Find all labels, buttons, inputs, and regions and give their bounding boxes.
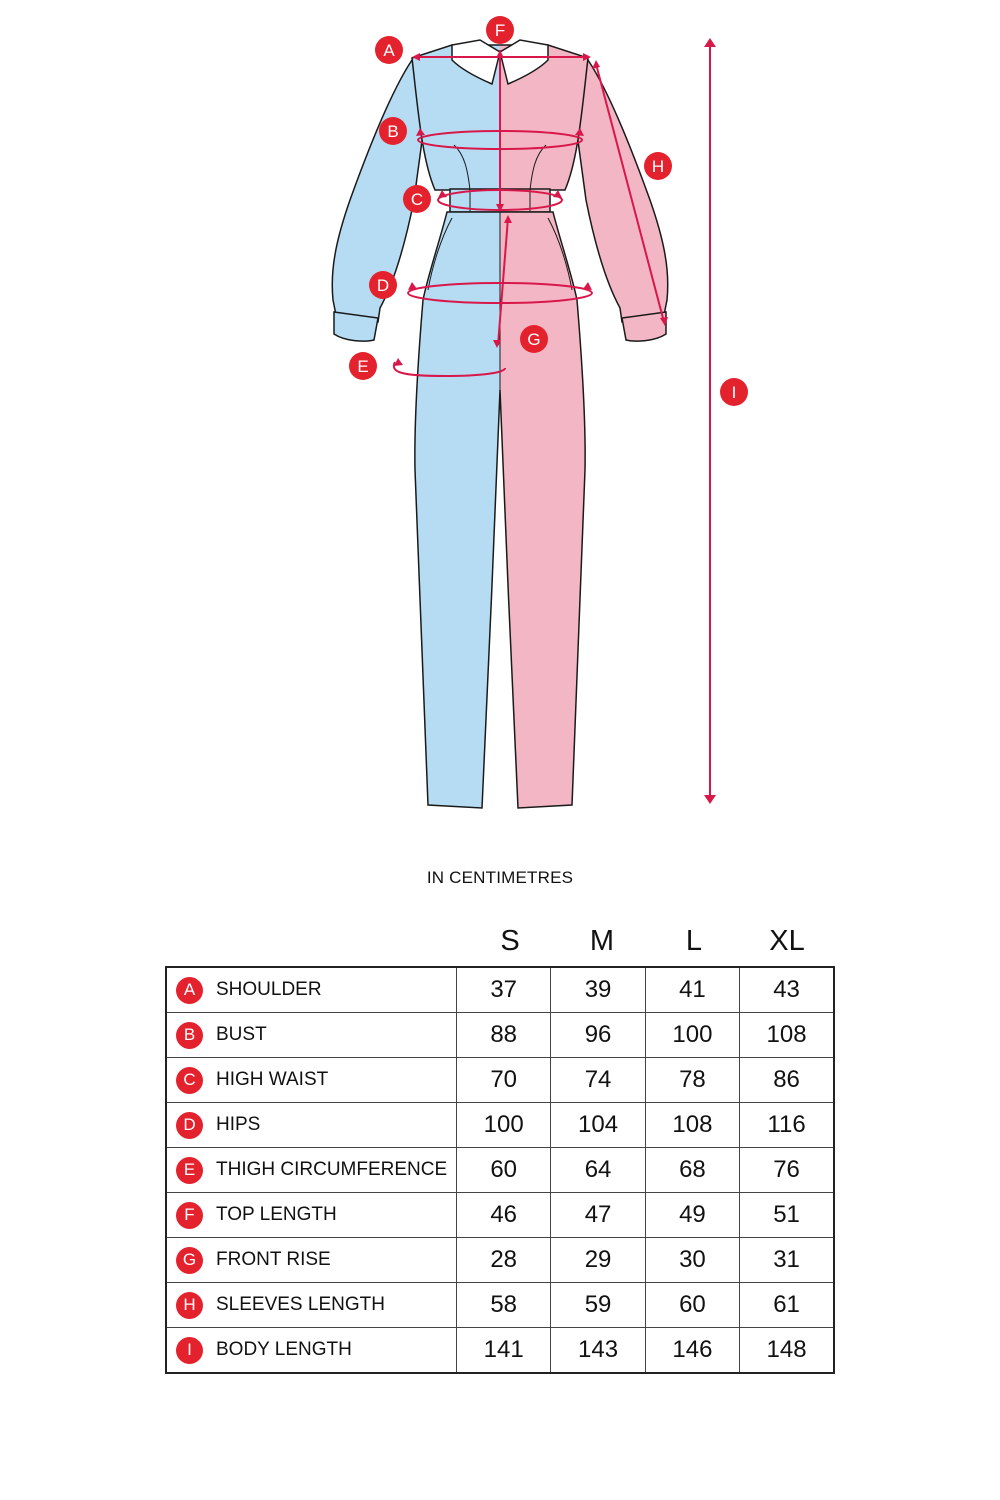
value-cell-s: 60 <box>457 1148 551 1193</box>
row-label-cell <box>166 1238 457 1283</box>
callout-I-text: I <box>731 383 737 402</box>
table-row <box>166 1013 834 1058</box>
value-cell-xl: 108 <box>740 1013 834 1058</box>
size-header-s: S <box>500 925 520 957</box>
value-cell-l: 146 <box>645 1328 739 1374</box>
value-cell-xl: 61 <box>740 1283 834 1328</box>
table-row <box>166 1193 834 1238</box>
value-cell-m: 96 <box>551 1013 645 1058</box>
value-cell-s: 100 <box>457 1103 551 1148</box>
value-cell-m: 143 <box>551 1328 645 1374</box>
row-label-cell <box>166 1328 457 1374</box>
row-letter-badge: E <box>176 1157 203 1184</box>
value-cell-m: 39 <box>551 967 645 1013</box>
value-cell-s: 58 <box>457 1283 551 1328</box>
value-cell-m: 104 <box>551 1103 645 1148</box>
value-cell-m: 29 <box>551 1238 645 1283</box>
callout-B <box>379 117 407 145</box>
callout-H <box>644 152 672 180</box>
value-cell-l: 60 <box>645 1283 739 1328</box>
row-letter-badge: A <box>176 977 203 1004</box>
value-cell-l: 41 <box>645 967 739 1013</box>
value-cell-xl: 43 <box>740 967 834 1013</box>
row-label: SHOULDER <box>216 979 322 1000</box>
row-label: BODY LENGTH <box>216 1339 352 1360</box>
value-cell-l: 49 <box>645 1193 739 1238</box>
table-row <box>166 1238 834 1283</box>
value-cell-s: 28 <box>457 1238 551 1283</box>
row-label: SLEEVES LENGTH <box>216 1294 385 1315</box>
value-cell-l: 100 <box>645 1013 739 1058</box>
row-label-cell <box>166 1013 457 1058</box>
callout-G <box>520 325 548 353</box>
value-cell-xl: 51 <box>740 1193 834 1238</box>
callout-F <box>486 16 514 44</box>
value-cell-m: 74 <box>551 1058 645 1103</box>
callout-D <box>369 271 397 299</box>
callout-D-text: D <box>376 276 390 295</box>
value-cell-xl: 31 <box>740 1238 834 1283</box>
table-row <box>166 1283 834 1328</box>
row-label-cell <box>166 1148 457 1193</box>
unit-note: IN CENTIMETRES <box>426 868 574 887</box>
value-cell-s: 88 <box>457 1013 551 1058</box>
row-label-cell <box>166 1058 457 1103</box>
row-letter-badge: G <box>176 1247 203 1274</box>
value-cell-l: 68 <box>645 1148 739 1193</box>
table-row <box>166 1058 834 1103</box>
callout-E <box>349 352 377 380</box>
callout-I <box>720 378 748 406</box>
table-row <box>166 1328 834 1374</box>
row-label: THIGH CIRCUMFERENCE <box>216 1159 448 1180</box>
table-row <box>166 1148 834 1193</box>
row-letter-badge: C <box>176 1067 203 1094</box>
callout-C <box>403 185 431 213</box>
callout-A-text: A <box>383 41 395 60</box>
callout-F-text: F <box>494 21 506 40</box>
callout-G-text: G <box>527 330 541 349</box>
row-label: FRONT RISE <box>216 1249 331 1270</box>
row-letter-badge: I <box>176 1337 203 1364</box>
size-chart-table <box>165 966 835 1374</box>
value-cell-xl: 86 <box>740 1058 834 1103</box>
size-header-xl: XL <box>769 925 805 957</box>
value-cell-l: 30 <box>645 1238 739 1283</box>
callout-C-text: C <box>410 190 424 209</box>
value-cell-xl: 148 <box>740 1328 834 1374</box>
value-cell-s: 141 <box>457 1328 551 1374</box>
row-letter-badge: D <box>176 1112 203 1139</box>
value-cell-xl: 116 <box>740 1103 834 1148</box>
row-label: HIPS <box>216 1114 261 1135</box>
callout-A <box>375 36 403 64</box>
value-cell-m: 59 <box>551 1283 645 1328</box>
table-row <box>166 1103 834 1148</box>
row-label: HIGH WAIST <box>216 1069 329 1090</box>
row-label: TOP LENGTH <box>216 1204 337 1225</box>
row-label-cell <box>166 1103 457 1148</box>
row-label-cell <box>166 1283 457 1328</box>
callout-E-text: E <box>357 357 369 376</box>
row-label: BUST <box>216 1024 267 1045</box>
row-letter-badge: F <box>176 1202 203 1229</box>
value-cell-m: 47 <box>551 1193 645 1238</box>
value-cell-s: 37 <box>457 967 551 1013</box>
value-cell-s: 46 <box>457 1193 551 1238</box>
value-cell-xl: 76 <box>740 1148 834 1193</box>
callout-B-text: B <box>387 122 399 141</box>
table-row <box>166 967 834 1013</box>
size-header-m: M <box>589 925 615 957</box>
row-label-cell <box>166 1193 457 1238</box>
value-cell-s: 70 <box>457 1058 551 1103</box>
callout-H-text: H <box>651 157 665 176</box>
size-header-l: L <box>685 925 703 957</box>
value-cell-l: 108 <box>645 1103 739 1148</box>
value-cell-l: 78 <box>645 1058 739 1103</box>
row-letter-badge: H <box>176 1292 203 1319</box>
row-letter-badge: B <box>176 1022 203 1049</box>
row-label-cell <box>166 967 457 1013</box>
value-cell-m: 64 <box>551 1148 645 1193</box>
